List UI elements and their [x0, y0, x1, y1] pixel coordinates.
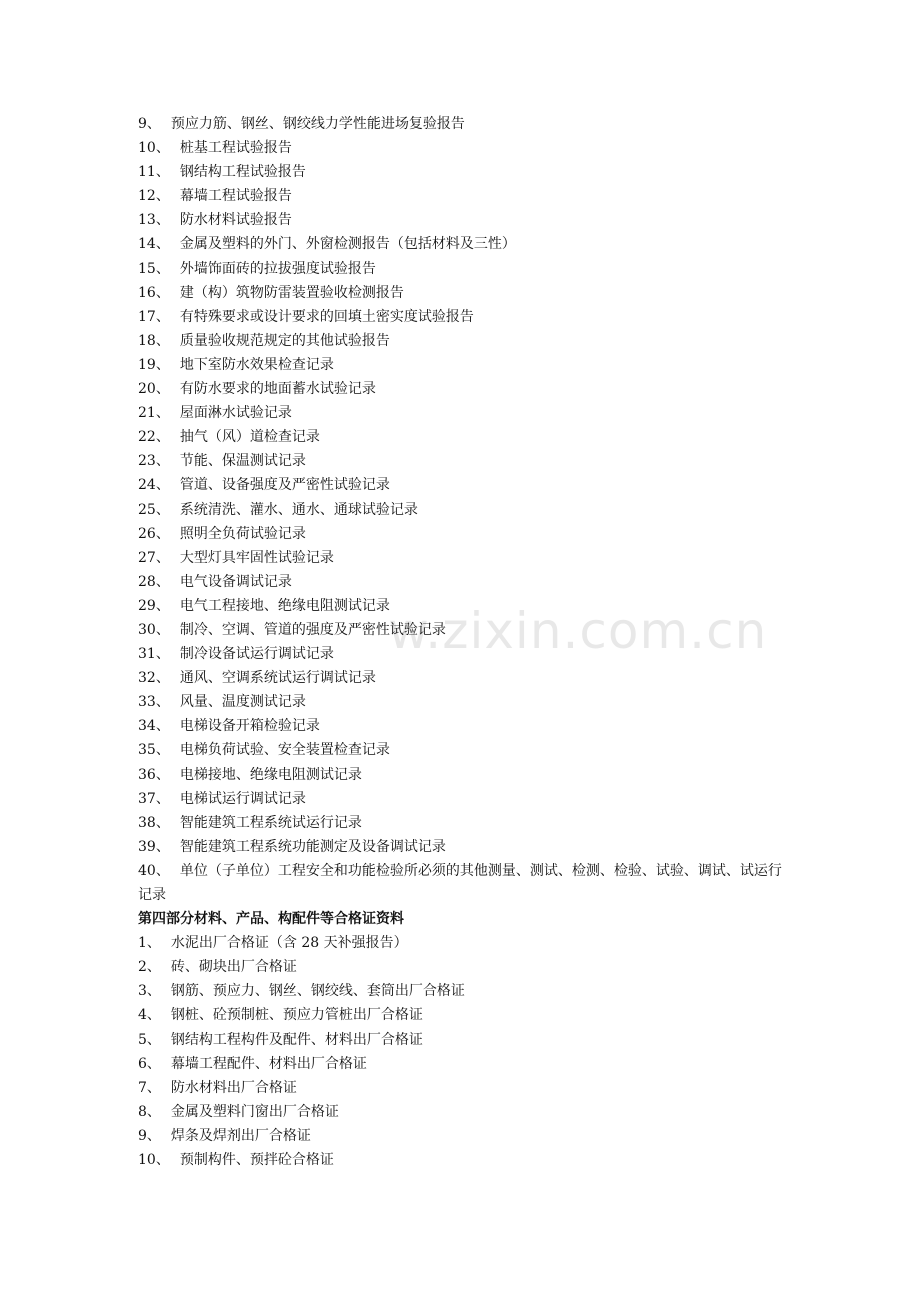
item-text: 单位（子单位）工程安全和功能检验所必须的其他测量、测试、检测、检验、试验、调试、试运行记录 [138, 862, 782, 903]
list-item [138, 281, 788, 305]
item-number: 34、 [138, 718, 170, 735]
item-number: 25、 [138, 501, 170, 518]
item-text: 幕墙工程试验报告 [179, 188, 292, 205]
item-text: 屋面淋水试验记录 [179, 405, 292, 422]
list-item [138, 1148, 788, 1172]
list-item [138, 1052, 788, 1076]
item-number: 5、 [138, 1031, 161, 1048]
item-text: 风量、温度测试记录 [179, 694, 306, 711]
item-number: 23、 [138, 453, 170, 470]
item-number: 29、 [138, 597, 170, 614]
list-item [138, 931, 788, 955]
list-item [138, 257, 788, 281]
item-number: 14、 [138, 236, 170, 253]
item-text: 电气工程接地、绝缘电阻测试记录 [179, 597, 390, 614]
item-text: 金属及塑料的外门、外窗检测报告（包括材料及三性） [179, 236, 516, 253]
item-number: 32、 [138, 670, 170, 687]
item-text: 抽气（风）道检查记录 [179, 429, 320, 446]
item-text: 节能、保温测试记录 [179, 453, 306, 470]
item-text: 防水材料出厂合格证 [170, 1079, 297, 1096]
list-item [138, 160, 788, 184]
list-item [138, 425, 788, 449]
item-text: 水泥出厂合格证（含 28 天补强报告） [170, 935, 408, 952]
item-text: 智能建筑工程系统功能测定及设备调试记录 [179, 838, 446, 855]
item-number: 40、 [138, 862, 170, 879]
list-item [138, 666, 788, 690]
item-text: 管道、设备强度及严密性试验记录 [179, 477, 390, 494]
item-text: 钢桩、砼预制桩、预应力管桩出厂合格证 [170, 1007, 423, 1024]
list-item [138, 353, 788, 377]
item-text: 钢结构工程试验报告 [179, 164, 306, 181]
list-item [138, 401, 788, 425]
item-text: 金属及塑料门窗出厂合格证 [170, 1103, 339, 1120]
list-item [138, 1076, 788, 1100]
list-item [138, 811, 788, 835]
list-item [138, 1003, 788, 1027]
item-text: 桩基工程试验报告 [179, 140, 292, 157]
item-text: 电梯试运行调试记录 [179, 790, 306, 807]
item-text: 智能建筑工程系统试运行记录 [179, 814, 362, 831]
item-text: 预制构件、预拌砼合格证 [179, 1152, 334, 1169]
item-number: 18、 [138, 332, 170, 349]
item-text: 质量验收规范规定的其他试验报告 [179, 332, 390, 349]
item-text: 外墙饰面砖的拉拔强度试验报告 [179, 260, 376, 277]
item-number: 1、 [138, 935, 161, 952]
item-number: 30、 [138, 621, 170, 638]
item-text: 钢筋、预应力、钢丝、钢绞线、套筒出厂合格证 [170, 983, 465, 1000]
watermark: w.zixin.com.cn [388, 602, 768, 660]
list-item [138, 642, 788, 666]
list-item [138, 184, 788, 208]
list-item [138, 329, 788, 353]
item-number: 19、 [138, 356, 170, 373]
section3-list [138, 112, 788, 907]
item-number: 2、 [138, 959, 161, 976]
item-text: 有特殊要求或设计要求的回填土密实度试验报告 [179, 308, 474, 325]
list-item [138, 979, 788, 1003]
list-item [138, 305, 788, 329]
item-text: 预应力筋、钢丝、钢绞线力学性能进场复验报告 [170, 116, 465, 132]
list-item [138, 498, 788, 522]
item-number: 36、 [138, 766, 170, 783]
list-item [138, 136, 788, 160]
item-text: 焊条及焊剂出厂合格证 [170, 1127, 311, 1144]
list-item [138, 449, 788, 473]
item-number: 9、 [138, 1127, 161, 1144]
item-number: 15、 [138, 260, 170, 277]
list-item [138, 859, 788, 907]
item-text: 大型灯具牢固性试验记录 [179, 549, 334, 566]
item-number: 21、 [138, 405, 170, 422]
item-number: 39、 [138, 838, 170, 855]
list-item [138, 232, 788, 256]
list-item [138, 112, 788, 136]
item-text: 电梯接地、绝缘电阻测试记录 [179, 766, 362, 783]
item-text: 电梯设备开箱检验记录 [179, 718, 320, 735]
document-body [138, 112, 788, 1172]
item-number: 24、 [138, 477, 170, 494]
list-item [138, 522, 788, 546]
item-text: 电气设备调试记录 [179, 573, 292, 590]
item-text: 建（构）筑物防雷装置验收检测报告 [179, 284, 404, 301]
section4-list [138, 931, 788, 1172]
item-number: 8、 [138, 1103, 161, 1120]
item-number: 31、 [138, 646, 170, 663]
item-text: 电梯负荷试验、安全装置检查记录 [179, 742, 390, 759]
item-text: 砖、砌块出厂合格证 [170, 959, 297, 976]
item-number: 11、 [138, 164, 170, 181]
item-text: 幕墙工程配件、材料出厂合格证 [170, 1055, 367, 1072]
item-number: 33、 [138, 694, 170, 711]
list-item [138, 955, 788, 979]
list-item [138, 787, 788, 811]
list-item [138, 594, 788, 618]
item-text: 制冷、空调、管道的强度及严密性试验记录 [179, 621, 446, 638]
item-number: 13、 [138, 212, 170, 229]
item-text: 钢结构工程构件及配件、材料出厂合格证 [170, 1031, 423, 1048]
item-number: 20、 [138, 381, 170, 398]
item-number: 26、 [138, 525, 170, 542]
list-item [138, 835, 788, 859]
list-item [138, 738, 788, 762]
item-number: 4、 [138, 1007, 161, 1024]
item-number: 6、 [138, 1055, 161, 1072]
item-number: 37、 [138, 790, 170, 807]
list-item [138, 546, 788, 570]
item-number: 9、 [138, 116, 161, 132]
list-item [138, 208, 788, 232]
list-item [138, 618, 788, 642]
item-text: 有防水要求的地面蓄水试验记录 [179, 381, 376, 398]
item-number: 7、 [138, 1079, 161, 1096]
list-item [138, 690, 788, 714]
list-item [138, 1028, 788, 1052]
list-item [138, 714, 788, 738]
item-number: 27、 [138, 549, 170, 566]
section4-heading: 第四部分材料、产品、构配件等合格证资料 [138, 911, 404, 928]
item-text: 通风、空调系统试运行调试记录 [179, 670, 376, 687]
item-number: 3、 [138, 983, 161, 1000]
item-text: 地下室防水效果检查记录 [179, 356, 334, 373]
item-number: 16、 [138, 284, 170, 301]
item-number: 10、 [138, 1152, 170, 1169]
list-item [138, 377, 788, 401]
list-item [138, 763, 788, 787]
item-number: 35、 [138, 742, 170, 759]
list-item [138, 1100, 788, 1124]
item-number: 10、 [138, 140, 170, 157]
item-number: 12、 [138, 188, 170, 205]
item-number: 38、 [138, 814, 170, 831]
list-item [138, 570, 788, 594]
item-text: 系统清洗、灌水、通水、通球试验记录 [179, 501, 418, 518]
item-number: 17、 [138, 308, 170, 325]
item-number: 22、 [138, 429, 170, 446]
item-text: 照明全负荷试验记录 [179, 525, 306, 542]
item-number: 28、 [138, 573, 170, 590]
list-item [138, 1124, 788, 1148]
item-text: 制冷设备试运行调试记录 [179, 646, 334, 663]
list-item [138, 473, 788, 497]
item-text: 防水材料试验报告 [179, 212, 292, 229]
